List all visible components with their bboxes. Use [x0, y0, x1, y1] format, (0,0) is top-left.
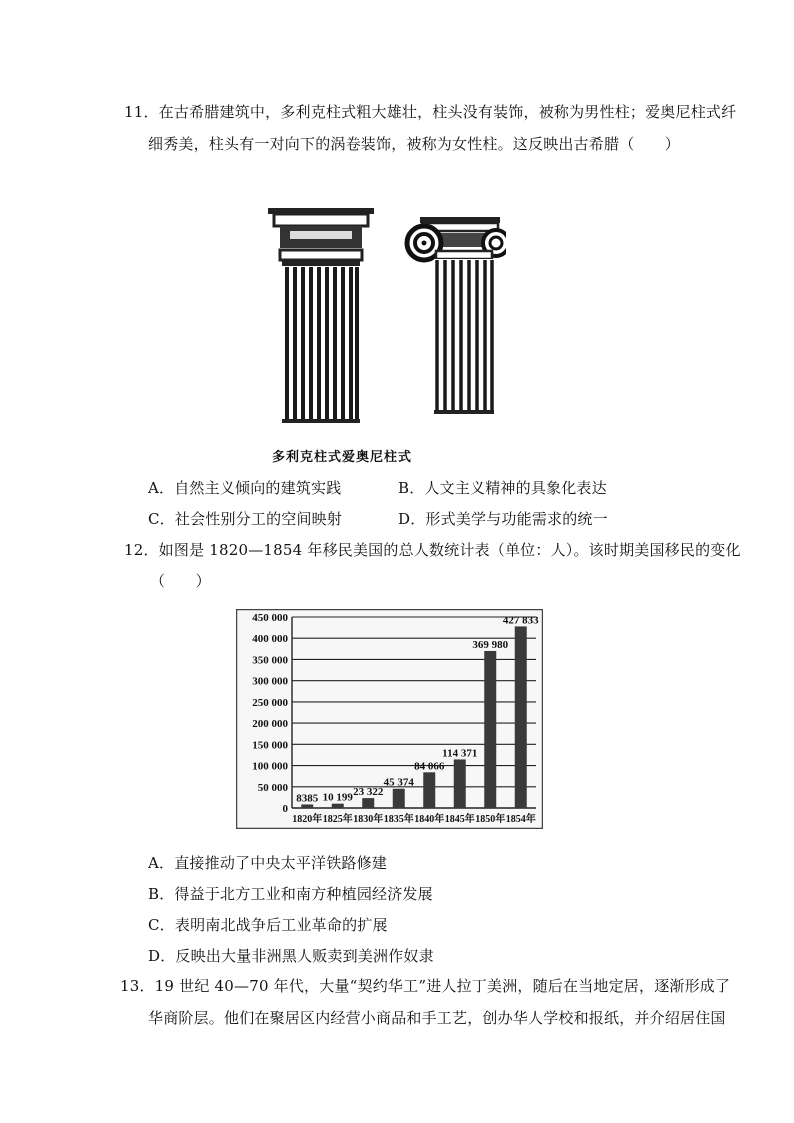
- y-tick-label: 100 000: [252, 760, 288, 773]
- q12-option-a: A．直接推动了中央太平洋铁路修建: [148, 854, 388, 872]
- y-tick-label: 0: [282, 803, 288, 815]
- bar: [515, 626, 527, 808]
- y-tick-label: 450 000: [252, 612, 288, 624]
- q11-line-2: 细秀美，柱头有一对向下的涡卷装饰，被称为女性柱。这反映出古希腊（ ）: [148, 135, 681, 153]
- greek-columns-illustration: [262, 205, 506, 427]
- q11-line-1: 11．在古希腊建筑中，多利克柱式粗大雄壮，柱头没有装饰，被称为男性柱；爱奥尼柱式纤: [124, 103, 737, 121]
- bar: [301, 804, 313, 808]
- q12-option-b: B．得益于北方工业和南方种植园经济发展: [148, 885, 433, 903]
- q11-option-b: B．人文主义精神的具象化表达: [398, 479, 607, 497]
- x-tick-label: 1840年: [414, 814, 445, 825]
- bar: [362, 798, 374, 808]
- value-label: 45 374: [383, 776, 414, 789]
- q12-line-2: （ ）: [150, 572, 211, 590]
- q13-line-2: 华商阶层。他们在聚居区内经营小商品和手工艺，创办华人学校和报纸，并介绍居住国: [148, 1009, 726, 1027]
- bar: [454, 759, 466, 808]
- immigration-bar-chart: [236, 609, 543, 829]
- q12-option-c: C．表明南北战争后工业革命的扩展: [148, 916, 388, 934]
- value-label: 369 980: [472, 638, 509, 651]
- bar: [484, 651, 496, 808]
- value-label: 427 833: [502, 614, 539, 627]
- value-label: 114 371: [442, 747, 478, 760]
- y-tick-label: 400 000: [252, 633, 288, 646]
- y-tick-label: 200 000: [252, 718, 288, 731]
- q13-line-1: 13．19 世纪 40—70 年代，大量“契约华工”进人拉丁美洲，随后在当地定居，逐渐形成了: [120, 977, 731, 995]
- q11-option-d: D．形式美学与功能需求的统一: [398, 510, 608, 528]
- x-tick-label: 1850年: [475, 814, 506, 825]
- y-tick-label: 150 000: [252, 739, 288, 752]
- q11-option-c: C．社会性别分工的空间映射: [148, 510, 343, 528]
- x-tick-label: 1835年: [383, 814, 414, 825]
- bar: [393, 789, 405, 808]
- y-tick-label: 250 000: [252, 696, 288, 709]
- y-tick-label: 350 000: [252, 654, 288, 667]
- columns-caption: 多利克柱式爱奥尼柱式: [272, 450, 413, 465]
- chart-x-tick-labels: [292, 812, 536, 825]
- x-tick-label: 1830年: [353, 814, 384, 825]
- y-tick-label: 300 000: [252, 675, 288, 688]
- x-tick-label: 1820年: [292, 814, 323, 825]
- q12-line-1: 12．如图是 1820—1854 年移民美国的总人数统计表（单位：人）。该时期美国移民的变化: [124, 541, 741, 559]
- x-tick-label: 1845年: [444, 814, 475, 825]
- doric-column-image: [268, 208, 374, 423]
- bar: [423, 772, 435, 808]
- ionic-column-image: [407, 217, 506, 414]
- value-label: 8385: [296, 792, 319, 805]
- x-tick-label: 1854年: [505, 814, 536, 825]
- value-label: 10 199: [322, 791, 353, 804]
- value-label: 23 322: [353, 786, 384, 799]
- value-label: 84 066: [414, 760, 445, 773]
- bar: [332, 804, 344, 808]
- q11-option-a: A．自然主义倾向的建筑实践: [148, 479, 342, 497]
- y-tick-label: 50 000: [257, 781, 288, 794]
- q12-option-d: D．反映出大量非洲黑人贩卖到美洲作奴隶: [148, 947, 434, 965]
- x-tick-label: 1825年: [322, 814, 353, 825]
